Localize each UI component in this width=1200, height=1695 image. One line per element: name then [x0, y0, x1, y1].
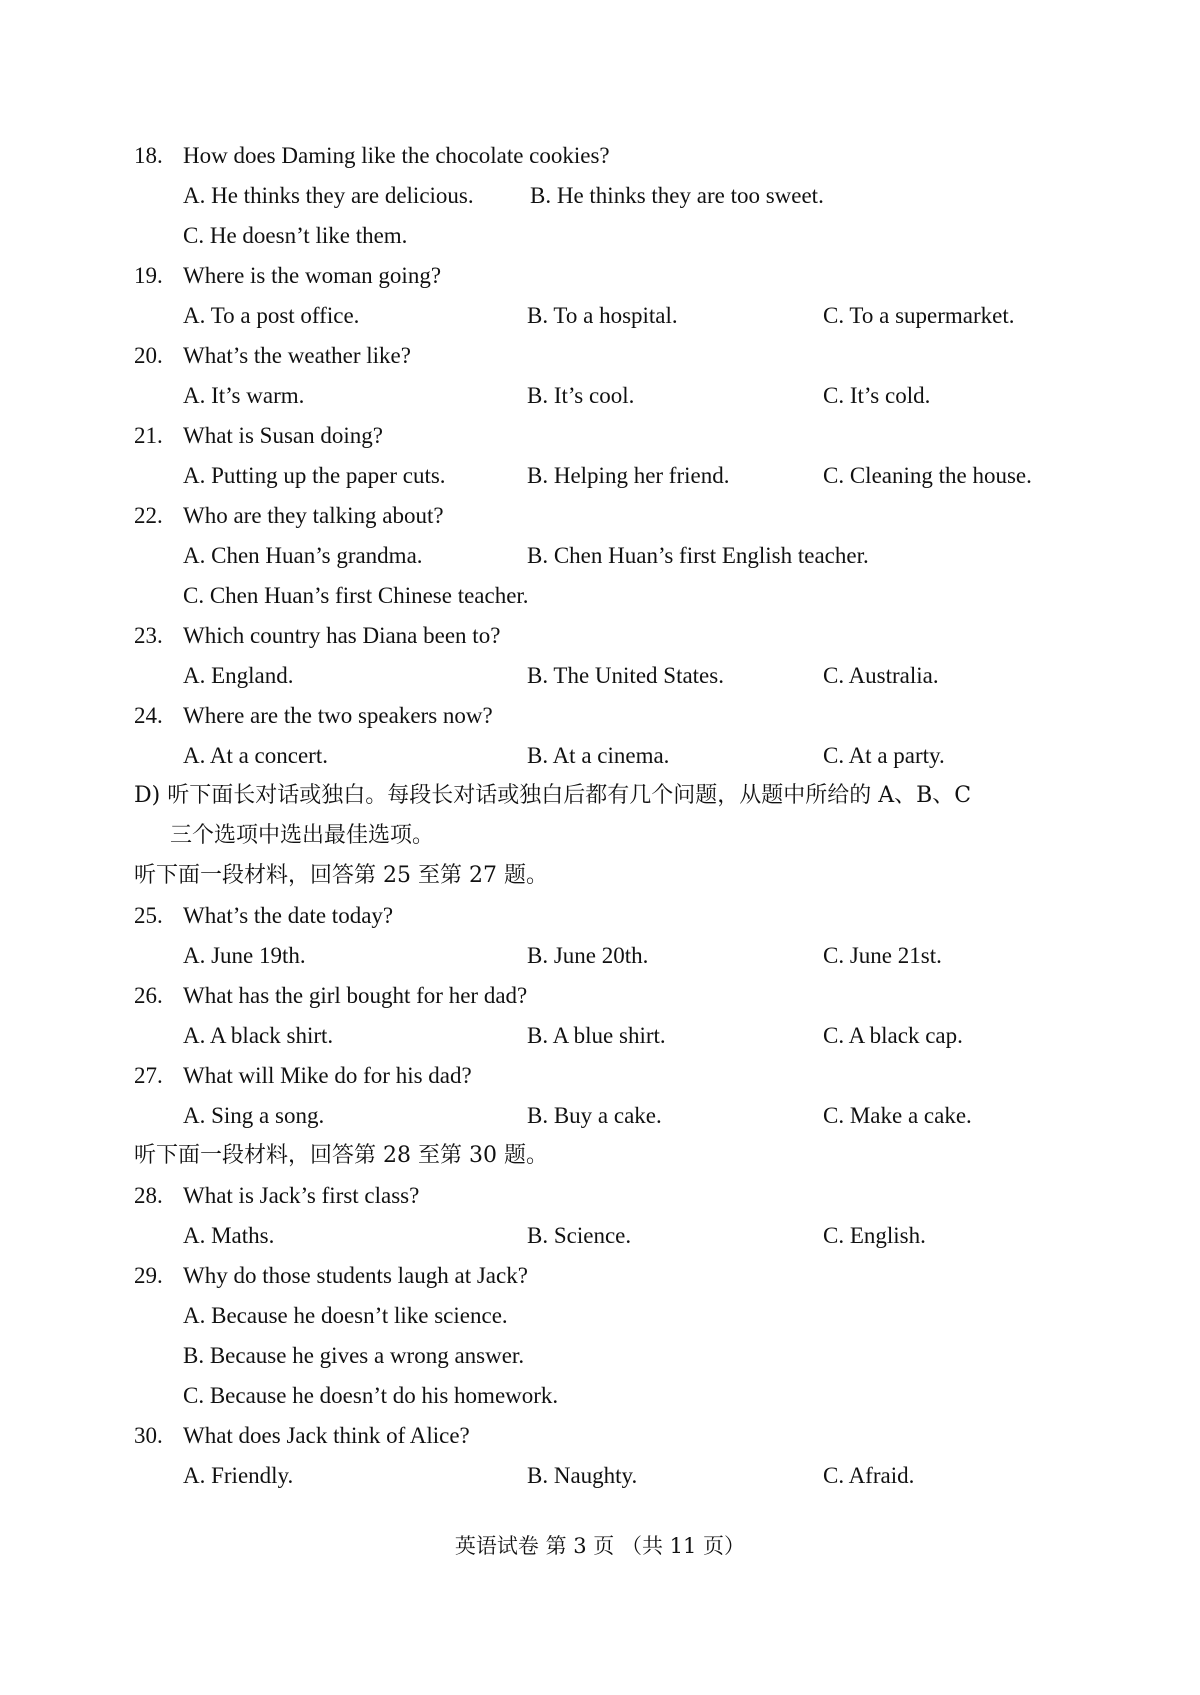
question-stem: What is Jack’s first class?	[183, 1183, 420, 1208]
option-b: B. Because he gives a wrong answer.	[183, 1343, 525, 1368]
question-stem: Why do those students laugh at Jack?	[183, 1263, 528, 1288]
option-c: C. Chen Huan’s first Chinese teacher.	[183, 583, 529, 608]
option-b: B. A blue shirt.	[527, 1023, 666, 1048]
option-a: A. To a post office.	[183, 303, 360, 328]
option-c: C. Because he doesn’t do his homework.	[183, 1383, 559, 1408]
option-a: A. It’s warm.	[183, 383, 305, 408]
option-a: A. He thinks they are delicious.	[183, 183, 474, 208]
question-number: 22.	[134, 503, 163, 528]
question-stem: What is Susan doing?	[183, 423, 383, 448]
section-d-heading-cont: 三个选项中选出最佳选项。	[170, 823, 435, 848]
question-number: 21.	[134, 423, 163, 448]
option-a: A. A black shirt.	[183, 1023, 334, 1048]
option-a: A. Putting up the paper cuts.	[183, 463, 446, 488]
option-c: C. At a party.	[823, 743, 945, 768]
option-c: C. Make a cake.	[823, 1103, 972, 1128]
question-number: 27.	[134, 1063, 163, 1088]
question-stem: Where is the woman going?	[183, 263, 442, 288]
question-stem: What does Jack think of Alice?	[183, 1423, 470, 1448]
option-a: A. Friendly.	[183, 1463, 294, 1488]
question-stem: What’s the weather like?	[183, 343, 411, 368]
option-c: C. He doesn’t like them.	[183, 223, 408, 248]
question-number: 23.	[134, 623, 163, 648]
question-number: 26.	[134, 983, 163, 1008]
instruction-28-30: 听下面一段材料，回答第 28 至第 30 题。	[134, 1143, 548, 1168]
option-a: A. Because he doesn’t like science.	[183, 1303, 508, 1328]
option-b: B. Chen Huan’s first English teacher.	[527, 543, 869, 568]
option-c: C. To a supermarket.	[823, 303, 1015, 328]
question-stem: Which country has Diana been to?	[183, 623, 501, 648]
option-c: C. June 21st.	[823, 943, 942, 968]
option-b: B. Buy a cake.	[527, 1103, 662, 1128]
section-d-heading: D) 听下面长对话或独白。每段长对话或独白后都有几个问题，从题中所给的 A、B、C	[134, 783, 972, 808]
question-number: 18.	[134, 143, 163, 168]
question-stem: How does Daming like the chocolate cookies?	[183, 143, 610, 168]
option-b: B. The United States.	[527, 663, 724, 688]
question-number: 29.	[134, 1263, 163, 1288]
option-b: B. It’s cool.	[527, 383, 635, 408]
option-b: B. Helping her friend.	[527, 463, 730, 488]
option-b: B. Science.	[527, 1223, 632, 1248]
option-c: C. Afraid.	[823, 1463, 915, 1488]
question-stem: Who are they talking about?	[183, 503, 444, 528]
question-stem: What’s the date today?	[183, 903, 394, 928]
option-c: C. Cleaning the house.	[823, 463, 1032, 488]
option-a: A. Chen Huan’s grandma.	[183, 543, 423, 568]
option-b: B. To a hospital.	[527, 303, 678, 328]
question-stem: What has the girl bought for her dad?	[183, 983, 528, 1008]
question-number: 19.	[134, 263, 163, 288]
question-stem: Where are the two speakers now?	[183, 703, 493, 728]
option-c: C. English.	[823, 1223, 926, 1248]
question-stem: What will Mike do for his dad?	[183, 1063, 472, 1088]
question-number: 30.	[134, 1423, 163, 1448]
option-a: A. At a concert.	[183, 743, 328, 768]
option-a: A. England.	[183, 663, 294, 688]
question-number: 20.	[134, 343, 163, 368]
question-number: 25.	[134, 903, 163, 928]
option-a: A. Sing a song.	[183, 1103, 325, 1128]
page-footer: 英语试卷 第 3 页 （共 11 页）	[454, 1534, 746, 1558]
option-b: B. He thinks they are too sweet.	[530, 183, 824, 208]
option-b: B. Naughty.	[527, 1463, 638, 1488]
option-b: B. At a cinema.	[527, 743, 670, 768]
option-c: C. Australia.	[823, 663, 939, 688]
question-number: 28.	[134, 1183, 163, 1208]
option-b: B. June 20th.	[527, 943, 649, 968]
instruction-25-27: 听下面一段材料，回答第 25 至第 27 题。	[134, 863, 548, 888]
option-a: A. June 19th.	[183, 943, 306, 968]
question-number: 24.	[134, 703, 163, 728]
option-a: A. Maths.	[183, 1223, 275, 1248]
option-c: C. It’s cold.	[823, 383, 931, 408]
option-c: C. A black cap.	[823, 1023, 963, 1048]
